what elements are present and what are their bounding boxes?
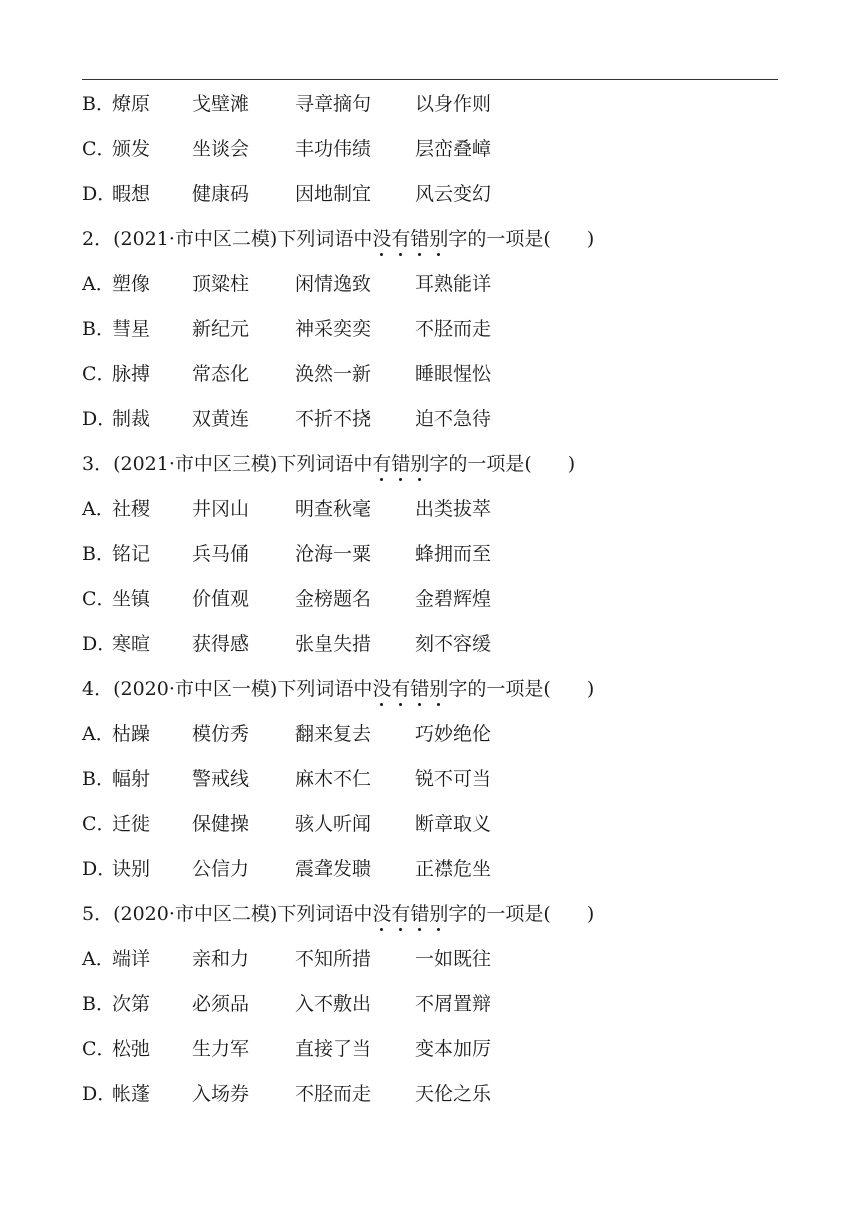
- option-word: 睡眼惺忪: [415, 363, 492, 385]
- emphasis-char: 有: [391, 217, 410, 262]
- option-word: 脉搏: [112, 363, 151, 385]
- option-letter: B．: [82, 318, 115, 340]
- option-word: 金碧辉煌: [415, 588, 492, 610]
- emphasis-char: 错: [410, 667, 429, 712]
- option-row: [82, 847, 778, 892]
- option-word: 公信力: [192, 858, 250, 880]
- option-row: [82, 82, 778, 127]
- emphasis-char: 没: [372, 892, 391, 937]
- option-word: 不折不挠: [295, 408, 372, 430]
- option-word: 闲情逸致: [295, 273, 372, 295]
- option-word: 制裁: [112, 408, 151, 430]
- option-word: 涣然一新: [295, 363, 372, 385]
- question-text: [82, 667, 594, 712]
- emphasis-char: 有: [391, 667, 410, 712]
- option-word: 寒暄: [112, 633, 151, 655]
- option-word: 端详: [112, 948, 151, 970]
- option-word: 诀别: [112, 858, 151, 880]
- option-word: 价值观: [192, 588, 250, 610]
- option-row: [82, 982, 778, 1027]
- option-word: 塑像: [112, 273, 151, 295]
- option-letter: A．: [82, 948, 115, 970]
- option-word: 必须品: [192, 993, 250, 1015]
- question-prompt: 字的一项是(: [448, 678, 551, 700]
- option-word: 锐不可当: [415, 768, 492, 790]
- emphasis-char: 错: [410, 217, 429, 262]
- option-letter: A．: [82, 273, 115, 295]
- option-row: [82, 262, 778, 307]
- option-word: 变本加厉: [415, 1038, 492, 1060]
- option-word: 耳熟能详: [415, 273, 492, 295]
- option-letter: D．: [82, 858, 117, 880]
- option-word: 井冈山: [192, 498, 250, 520]
- option-letter: D．: [82, 408, 117, 430]
- option-word: 风云变幻: [415, 183, 492, 205]
- option-word: 双黄连: [192, 408, 250, 430]
- option-word: 入不敷出: [295, 993, 372, 1015]
- question-source: (2021·市中区三模): [113, 453, 278, 475]
- option-word: 生力军: [192, 1038, 250, 1060]
- option-word: 骇人听闻: [295, 813, 372, 835]
- question-prompt: 下列词语中: [277, 453, 373, 475]
- question-stem: [82, 667, 778, 712]
- option-letter: B．: [82, 768, 115, 790]
- question-stem: [82, 442, 778, 487]
- option-word: 神采奕奕: [295, 318, 372, 340]
- option-word: 次第: [112, 993, 151, 1015]
- option-word: 出类拔萃: [415, 498, 492, 520]
- emphasis-char: 错: [410, 892, 429, 937]
- option-word: 新纪元: [192, 318, 250, 340]
- option-word: 警戒线: [192, 768, 250, 790]
- emphasis-char: 错: [391, 442, 410, 487]
- option-row: [82, 127, 778, 172]
- option-word: 彗星: [112, 318, 151, 340]
- answer-paren-close: ): [586, 678, 595, 700]
- option-word: 不屑置辩: [415, 993, 492, 1015]
- question-prompt: 字的一项是(: [448, 228, 551, 250]
- option-word: 社稷: [112, 498, 151, 520]
- emphasis-char: 别: [429, 667, 448, 712]
- question-number: 4．: [82, 678, 114, 700]
- option-letter: B．: [82, 93, 115, 115]
- option-letter: C．: [82, 1038, 116, 1060]
- option-word: 兵马俑: [192, 543, 250, 565]
- option-letter: B．: [82, 543, 115, 565]
- option-word: 沧海一粟: [295, 543, 372, 565]
- option-word: 因地制宜: [295, 183, 372, 205]
- option-row: [82, 577, 778, 622]
- option-word: 天伦之乐: [415, 1083, 492, 1105]
- option-word: 入场券: [192, 1083, 250, 1105]
- emphasis-char: 别: [410, 442, 429, 487]
- option-row: [82, 172, 778, 217]
- answer-paren-close: ): [586, 228, 595, 250]
- option-row: [82, 532, 778, 577]
- option-word: 一如既往: [415, 948, 492, 970]
- question-prompt: 下列词语中: [277, 678, 373, 700]
- emphasis-char: 没: [372, 667, 391, 712]
- answer-paren-close: ): [567, 453, 576, 475]
- question-stem: [82, 217, 778, 262]
- option-word: 常态化: [192, 363, 250, 385]
- option-word: 迁徙: [112, 813, 151, 835]
- option-letter: A．: [82, 723, 115, 745]
- option-word: 不胫而走: [415, 318, 492, 340]
- option-row: [82, 802, 778, 847]
- option-word: 以身作则: [415, 93, 492, 115]
- option-letter: A．: [82, 498, 115, 520]
- option-word: 明查秋毫: [295, 498, 372, 520]
- emphasis-char: 别: [429, 892, 448, 937]
- question-prompt: 下列词语中: [277, 903, 373, 925]
- question-text: [82, 217, 594, 262]
- option-letter: D．: [82, 1083, 117, 1105]
- option-row: [82, 937, 778, 982]
- option-word: 断章取义: [415, 813, 492, 835]
- emphasis-char: 别: [429, 217, 448, 262]
- option-row: [82, 397, 778, 442]
- option-word: 模仿秀: [192, 723, 250, 745]
- option-word: 正襟危坐: [415, 858, 492, 880]
- option-word: 铭记: [112, 543, 151, 565]
- option-word: 帐蓬: [112, 1083, 151, 1105]
- option-word: 麻木不仁: [295, 768, 372, 790]
- question-source: (2021·市中区二模): [113, 228, 278, 250]
- option-word: 不知所措: [295, 948, 372, 970]
- question-text: [82, 442, 575, 487]
- question-text: [82, 892, 594, 937]
- option-word: 颁发: [112, 138, 151, 160]
- option-word: 张皇失措: [295, 633, 372, 655]
- option-word: 刻不容缓: [415, 633, 492, 655]
- option-letter: D．: [82, 633, 117, 655]
- question-prompt: 下列词语中: [277, 228, 373, 250]
- option-row: [82, 352, 778, 397]
- option-word: 寻章摘句: [295, 93, 372, 115]
- option-word: 震聋发聩: [295, 858, 372, 880]
- option-word: 暇想: [112, 183, 151, 205]
- emphasis-char: 有: [372, 442, 391, 487]
- question-prompt: 字的一项是(: [448, 903, 551, 925]
- option-row: [82, 712, 778, 757]
- option-row: [82, 1027, 778, 1072]
- question-number: 5．: [82, 903, 114, 925]
- option-row: [82, 487, 778, 532]
- question-number: 2．: [82, 228, 114, 250]
- option-letter: D．: [82, 183, 117, 205]
- option-letter: B．: [82, 993, 115, 1015]
- option-word: 翻来复去: [295, 723, 372, 745]
- option-word: 迫不急待: [415, 408, 492, 430]
- question-stem: [82, 892, 778, 937]
- option-word: 巧妙绝伦: [415, 723, 492, 745]
- option-word: 幅射: [112, 768, 151, 790]
- emphasis-char: 没: [372, 217, 391, 262]
- option-word: 松弛: [112, 1038, 151, 1060]
- option-word: 金榜题名: [295, 588, 372, 610]
- option-word: 直接了当: [295, 1038, 372, 1060]
- option-word: 蜂拥而至: [415, 543, 492, 565]
- option-word: 顶粱柱: [192, 273, 250, 295]
- option-row: [82, 307, 778, 352]
- question-number: 3．: [82, 453, 114, 475]
- option-row: [82, 757, 778, 802]
- question-prompt: 字的一项是(: [429, 453, 532, 475]
- option-word: 丰功伟绩: [295, 138, 372, 160]
- option-word: 戈壁滩: [192, 93, 250, 115]
- question-source: (2020·市中区二模): [113, 903, 278, 925]
- option-word: 坐谈会: [192, 138, 250, 160]
- question-source: (2020·市中区一模): [113, 678, 278, 700]
- option-word: 不胫而走: [295, 1083, 372, 1105]
- option-letter: C．: [82, 588, 116, 610]
- option-word: 燎原: [112, 93, 151, 115]
- option-word: 健康码: [192, 183, 250, 205]
- option-row: [82, 1072, 778, 1117]
- option-word: 坐镇: [112, 588, 151, 610]
- header-rule: [82, 79, 778, 80]
- answer-paren-close: ): [586, 903, 595, 925]
- option-letter: C．: [82, 813, 116, 835]
- emphasis-char: 有: [391, 892, 410, 937]
- option-letter: C．: [82, 363, 116, 385]
- option-row: [82, 622, 778, 667]
- option-word: 枯躁: [112, 723, 151, 745]
- option-letter: C．: [82, 138, 116, 160]
- option-word: 保健操: [192, 813, 250, 835]
- worksheet: [82, 82, 778, 1117]
- option-word: 层峦叠嶂: [415, 138, 492, 160]
- option-word: 获得感: [192, 633, 250, 655]
- option-word: 亲和力: [192, 948, 250, 970]
